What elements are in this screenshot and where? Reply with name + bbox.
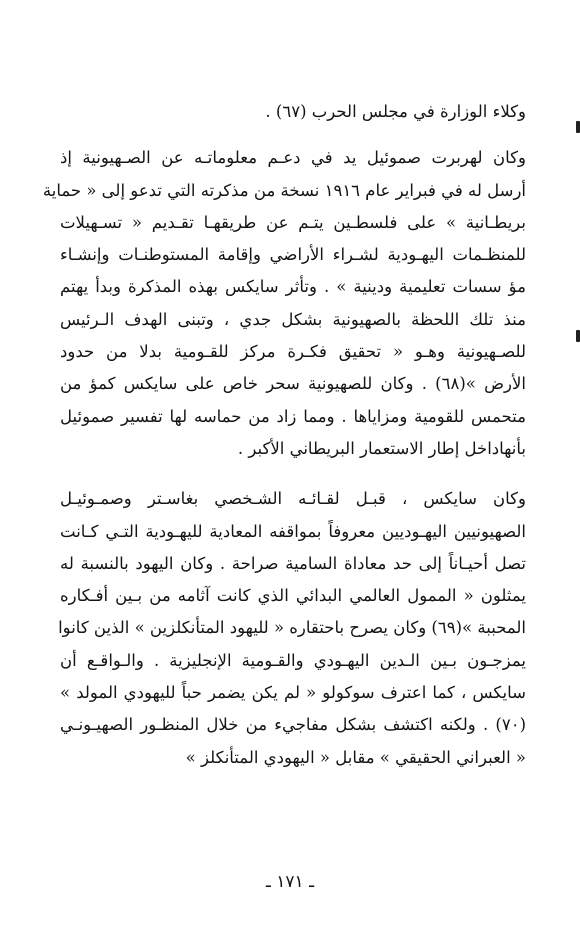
text-line: منذ تلك اللحظة بالصهيونية بشكل جدي ، وتبنى الهدف الـرئيس: [60, 309, 526, 329]
text-line: للصـهيونية وهـو « تحقيق فكـرة مركز للقـومية بدلا من حدود: [60, 342, 526, 362]
text-line: للمنظـمات اليهـودية لشـراء الأراضي وإقامة المستوطنـات وإنشـاء: [60, 245, 526, 265]
text-line: مؤ سسات تعليمية ودينية » . وتأثر سايكس بهذه المذكرة وبدأ يهتم: [60, 277, 526, 297]
text-line: الصهيونيين اليهـوديين معروفاً بمواقفه المعادية لليهـودية التـي كـانت: [60, 521, 526, 541]
text-line: تصل أحيـاناً إلى حد معاداة السامية صراحة . وكان اليهود بالنسبة له: [60, 553, 526, 573]
text-line: بريطـانية » على فلسطـين يتـم عن طريقهـا تقـديم « تسـهيلات: [60, 212, 526, 232]
paragraph-2: [42, 142, 526, 465]
paragraph-spacer: [60, 465, 526, 483]
text-line: وكان سايكس ، قبـل لقـائـه الشـخصي بغاسـتر وصمـوئيـل: [60, 489, 526, 509]
paragraph-spacer: [60, 128, 526, 142]
text-line: أرسل له في فبراير عام ١٩١٦ نسخة من مذكرته التي تدعو إلى « حماية: [42, 180, 526, 200]
paragraph-1: [60, 96, 526, 128]
text-line: بأنهاداخل إطار الاستعمار البريطاني الأكبر .: [237, 438, 526, 458]
text-line: الأرض »(٦٨) . وكان للصهيونية سحر خاص على سايكس كمؤ من: [60, 374, 526, 394]
page-edge-mark-top: [576, 121, 580, 133]
text-line: (٧٠) . ولكنه اكتشف بشكل مفاجيء من خلال المنظـور الصهيـونـي: [60, 715, 526, 735]
text-line: « العبراني الحقيقي » مقابل « اليهودي المتأنكلز »: [185, 747, 526, 767]
page-number: ـ ١٧١ ـ: [265, 872, 315, 892]
text-line: يمزجـون بـين الـدين اليهـودي والقـومية الإنجليزية . والـواقـع أن: [60, 650, 526, 670]
page-edge-mark-middle: [576, 330, 580, 342]
paragraph-3: [60, 483, 526, 774]
text-line: وكلاء الوزارة في مجلس الحرب (٦٧) .: [265, 102, 526, 121]
text-line: وكان لهربرت صموئيل يد في دعـم معلوماتـه عن الصـهيونية إذ: [60, 148, 526, 168]
document-body: [42, 96, 526, 774]
text-line: سايكس ، كما اعترف سوكولو « لم يكن يضمر حباً لليهودي المولد »: [60, 683, 526, 703]
text-line: يمثلون « الممول العالمي البدائي الذي كانت آثامه من بـين أفـكاره: [60, 586, 526, 606]
text-line: المحببة »(٦٩) وكان يصرح باحتقاره « لليهود المتأنكلزين » الذين كانوا: [58, 618, 526, 638]
text-line: متحمس للقومية ومزاياها . ومما زاد من حماسه لها تفسير صموئيل: [60, 406, 526, 426]
